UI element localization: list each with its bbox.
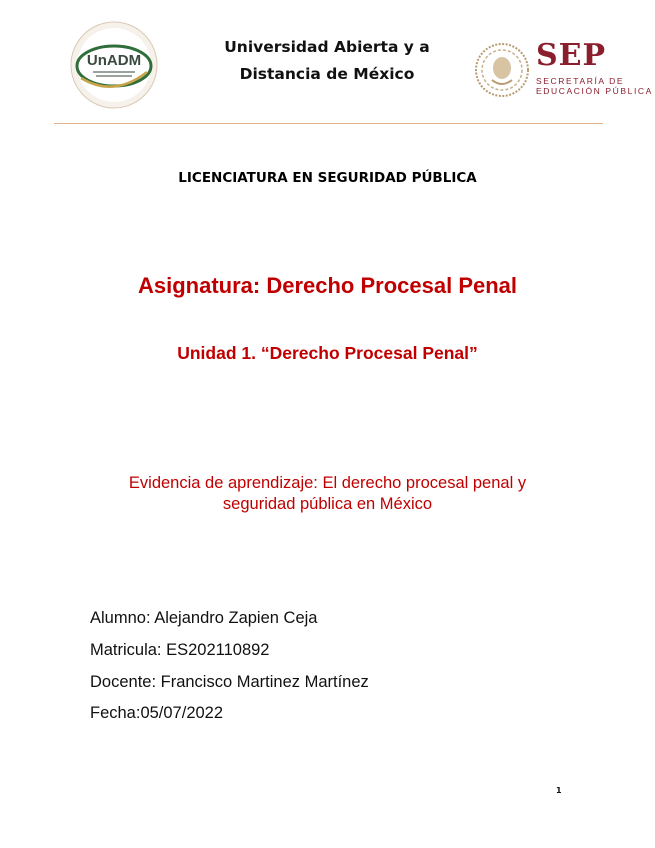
- header-divider: [54, 123, 603, 124]
- sep-seal-icon: [474, 40, 530, 100]
- submission-date: Fecha:05/07/2022: [90, 704, 224, 722]
- subject-title: Asignatura: Derecho Procesal Penal: [137, 273, 518, 298]
- evidence-line-1: Evidencia de aprendizaje: El derecho procesal penal y: [128, 474, 527, 492]
- svg-text:UnADM: UnADM: [86, 52, 142, 69]
- sep-subtitle-line-2: EDUCACIÓN PÚBLICA: [536, 86, 653, 96]
- unit-title: Unidad 1. “Derecho Procesal Penal”: [177, 343, 478, 363]
- student-id: Matricula: ES202110892: [90, 641, 270, 659]
- teacher-name: Docente: Francisco Martinez Martínez: [90, 673, 369, 691]
- university-name-line-1: Universidad Abierta y a: [224, 38, 430, 56]
- sep-logo-text: SEP: [536, 38, 607, 73]
- sep-subtitle: [536, 76, 653, 96]
- page-number: 1: [556, 786, 562, 795]
- university-name: [196, 34, 458, 88]
- sep-subtitle-line-1: SECRETARÍA DE: [536, 76, 625, 86]
- unadm-logo: [69, 20, 159, 110]
- evidence-line-2: seguridad pública en México: [222, 495, 433, 513]
- student-name: Alumno: Alejandro Zapien Ceja: [90, 609, 318, 627]
- degree-title: LICENCIATURA EN SEGURIDAD PÚBLICA: [178, 170, 477, 186]
- evidence-title: [70, 473, 585, 515]
- university-name-line-2: Distancia de México: [239, 65, 415, 83]
